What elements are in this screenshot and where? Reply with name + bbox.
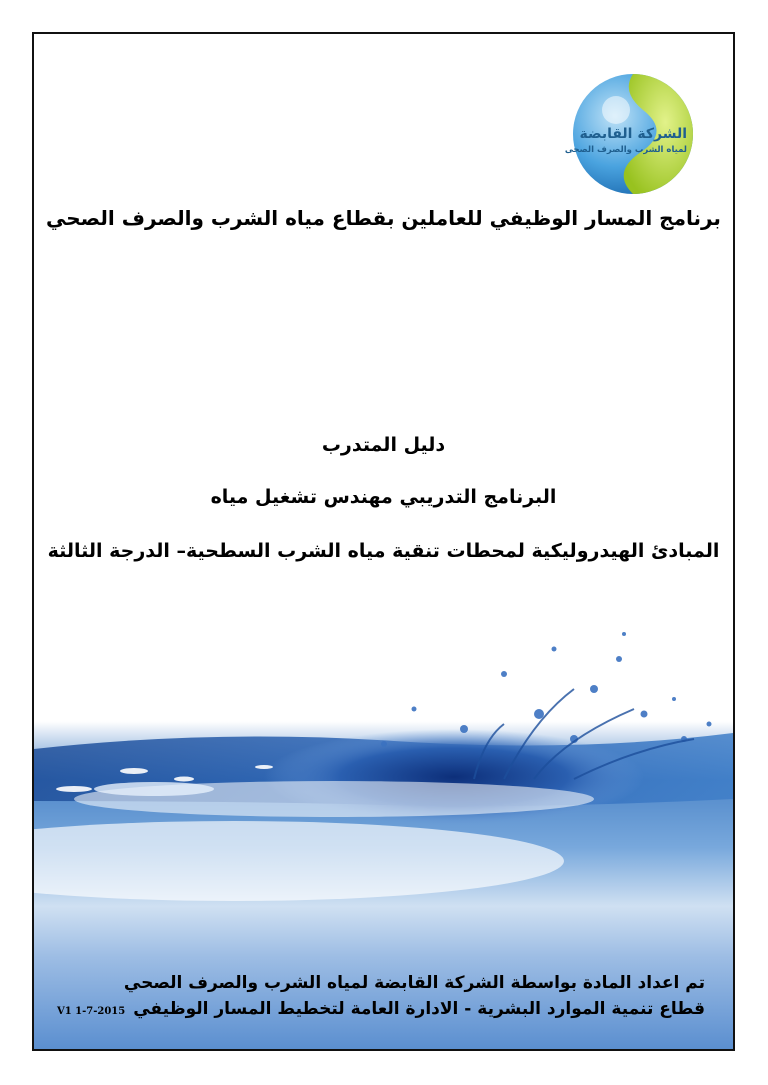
logo-company-name: الشركة القابضة	[579, 126, 687, 142]
logo-company-subtitle: لمياه الشرب والصرف الصحى	[564, 145, 687, 155]
course-title: البرنامج التدريبي مهندس تشغيل مياه	[210, 486, 557, 508]
page-border	[32, 32, 735, 1051]
footer-department	[57, 999, 705, 1019]
program-title: برنامج المسار الوظيفي للعاملين بقطاع مياه الشرب والصرف الصحي	[46, 206, 721, 230]
module-title: المبادئ الهيدروليكية لمحطات تنقية مياه الشرب السطحية– الدرجة الثالثة	[47, 540, 720, 562]
footer-department-text: قطاع تنمية الموارد البشرية - الادارة العامة لتخطيط المسار الوظيفي	[133, 999, 705, 1019]
guide-label: دليل المتدرب	[321, 434, 446, 456]
footer-prepared-by: تم اعداد المادة بواسطة الشركة القابضة لمياه الشرب والصرف الصحي	[123, 973, 705, 993]
version-label: V1 1-7-2015	[56, 1006, 126, 1017]
